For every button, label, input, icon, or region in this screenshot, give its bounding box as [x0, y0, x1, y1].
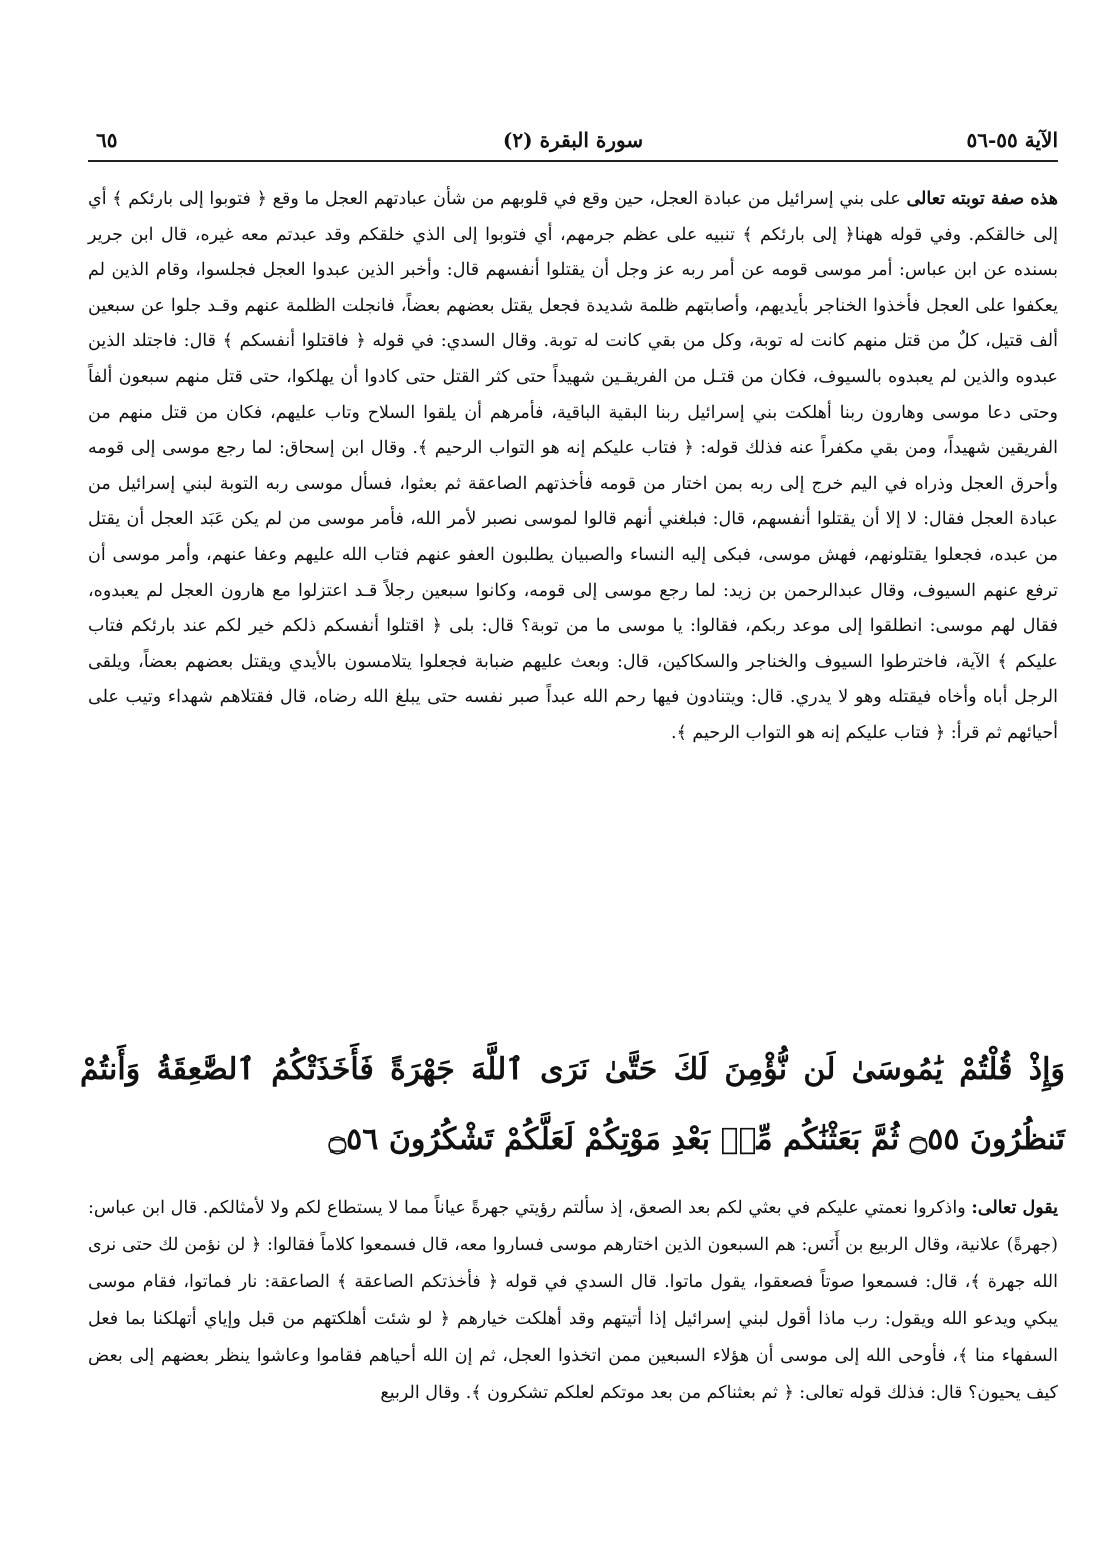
header-rule — [88, 160, 1058, 162]
page-header — [88, 128, 1058, 162]
page-number: ٦٥ — [96, 128, 118, 152]
lead-phrase: يقول تعالى: — [971, 1198, 1058, 1218]
quran-verse: وَإِذْ قُلْتُمْ يَٰمُوسَىٰ لَن نُّؤْمِنَ لَكَ حَتَّىٰ نَرَى ٱللَّهَ جَهْرَةً فَأَخَذَتْكُمُ ٱلصَّٰعِقَةُ وَأَنتُمْ تَنظُرُونَ ۝٥٥ ثُمَّ بَعَثْنَٰكُم مِّنۢ بَعْدِ مَوْتِكُمْ لَعَلَّكُمْ تَشْكُرُونَ ۝٥٦ — [80, 1052, 1065, 1157]
paragraph-text: واذكروا نعمتي عليكم في بعثي لكم بعد الصعق، إذ سألتم رؤيتي جهرةً عياناً مما لا يستطاع لكم ولا لأمثالكم. قال ابن عباس: (جهرةً) علانية، وقال الربيع بن أَنَس: هم السبعون الذين اختارهم موسى فساروا معه، قال فسمعوا كلاماً فقالوا: ﴿ لن نؤمن لك حتى نرى الله جهرة ﴾، قال: فسمعوا صوتاً فصعقوا، يقول ماتوا. قال السدي في قوله ﴿ فأخذتكم الصاعقة ﴾ الصاعقة: نار فماتوا، فقام موسى يبكي ويدعو الله ويقول: رب ماذا أقول لبني إسرائيل إذا أتيتهم وقد أهلكت خيارهم ﴿ لو شئت أهلكتهم من قبل وإياي أتهلكنا بما فعل السفهاء منا ﴾، فأوحى الله إلى موسى أن هؤلاء السبعين ممن اتخذوا العجل، ثم إن الله أحياهم فقاموا وعاشوا ينظر بعضهم إلى بعض كيف يحيون؟ قال: فذلك قوله تعالى: ﴿ ثم بعثناكم من بعد موتكم لعلكم تشكرون ﴾. وقال الربيع — [88, 1198, 1058, 1403]
paragraph-text: على بني إسرائيل من عبادة العجل، حين وقع في قلوبهم من شأن عبادتهم العجل ما وقع ﴿ فتوبوا إلى بارئكم ﴾ أي إلى خالقكم. وفي قوله ههنا﴿ إلى بارئكم ﴾ تنبيه على عظم جرمهم، أي فتوبوا إلى الذي خلقكم وقد عبدتم معه غيره، قال ابن جرير بسنده عن ابن عباس: أمر موسى قومه عن أمر ربه عز وجل أن يقتلوا أنفسهم قال: وأخبر الذين عبدوا العجل فجلسوا، وقام الذين لم يعكفوا على العجل فأخذوا الخناجر بأيديهم، وأصابتهم ظلمة شديدة فجعل يقتل بعضهم بعضاً، فانجلت الظلمة عنهم وقـد جلوا عن سبعين ألف قتيل، كلٌ من قتل منهم كانت له توبة، وكل من بقي كانت له توبة. وقال السدي: في قوله ﴿ فاقتلوا أنفسكم ﴾ قال: فاجتلد الذين عبدوه والذين لم يعبدوه بالسيوف، فكان من قتـل من الفريقـين شهيداً حتى كثر القتل حتى كادوا أن يهلكوا، حتى قتل منهم سبعون ألفاً وحتى دعا موسى وهارون ربنا أهلكت بني إسرائيل ربنا البقية الباقية، فأمرهم أن يلقوا السلاح وتاب عليهم، فكان من قتل منهم من الفريقين شهيداً، ومن بقي مكفراً عنه فذلك قوله: ﴿ فتاب عليكم إنه هو التواب الرحيم ﴾. وقال ابن إسحاق: لما رجع موسى إلى قومه وأحرق العجل وذراه في اليم خرج إلى ربه بمن اختار من قومه فأخذتهم الصاعقة ثم بعثوا، فسأل موسى ربه التوبة لبني إسرائيل من عبادة العجل فقال: لا إلا أن يقتلوا أنفسهم، قال: فبلغني أنهم قالوا لموسى نصبر لأمر الله، فأمر موسى من لم يكن عَبَد العجل أن يقتل من عبده، فجعلوا يقتلونهم، فهش موسى، فبكى إليه النساء والصبيان يطلبون العفو عنهم فتاب الله عليهم وعفا عنهم، وأمر موسى أن ترفع عنهم السيوف، وقال عبدالرحمن بن زيد: لما رجع موسى إلى قومه، وكانوا سبعين رجلاً قـد اعتزلوا مع هارون العجل لم يعبدوه، فقال لهم موسى: انطلقوا إلى موعد ربكم، فقالوا: يا موسى ما من توبة؟ قال: بلى ﴿ اقتلوا أنفسكم ذلكم خير لكم عند بارئكم فتاب عليكم ﴾ الآية، فاخترطوا السيوف والخناجر والسكاكين، قال: وبعث عليهم ضبابة فجعلوا يتلامسون بالأيدي ويقتل بعضهم بعضاً، ويلقى الرجل أباه وأخاه فيقتله وهو لا يدري. قال: ويتنادون فيها رحم الله عبداً صبر نفسه حتى يبلغ الله رضاه، قال فقتلاهم شهداء وتيب على أحيائهم ثم قرأ: ﴿ فتاب عليكم إنه هو التواب الرحيم ﴾. — [88, 189, 1058, 743]
paragraph — [88, 182, 1058, 752]
commentary-section-1 — [88, 182, 1058, 752]
surah-title: (٢) سورة البقرة — [502, 128, 644, 152]
commentary-section-2 — [88, 1190, 1058, 1412]
paragraph — [88, 1190, 1058, 1412]
lead-phrase: هذه صفة توبته تعالى — [906, 189, 1058, 209]
ayah-range: الآية ٥٥-٥٦ — [966, 128, 1058, 152]
